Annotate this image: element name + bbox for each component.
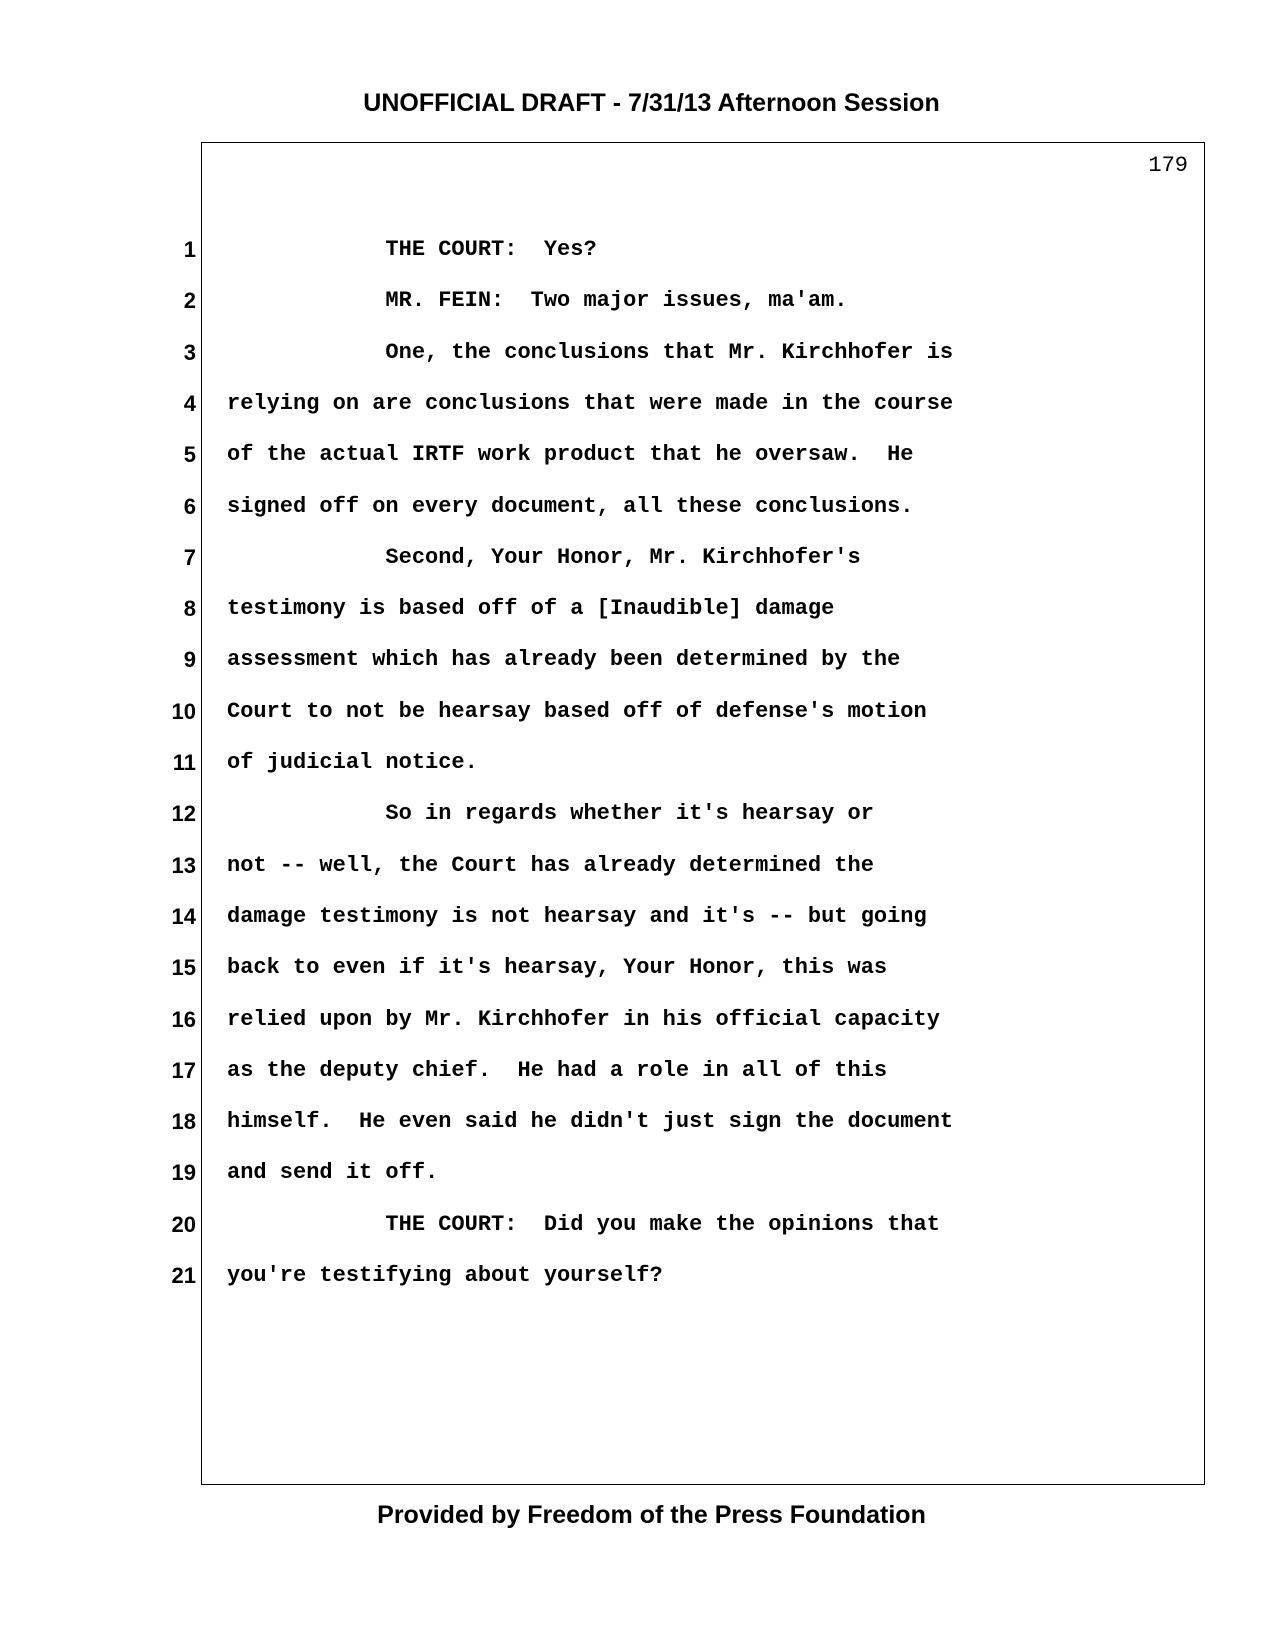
- line-text: damage testimony is not hearsay and it's -- but going: [227, 903, 927, 929]
- line-number: 19: [171, 1160, 196, 1186]
- line-text: of judicial notice.: [227, 750, 478, 775]
- line-text: relied upon by Mr. Kirchhofer in his official capacity: [227, 1006, 940, 1032]
- line-number: 7: [183, 544, 196, 570]
- line-number: 9: [183, 647, 196, 673]
- line-number: 8: [183, 596, 196, 622]
- line-number: 4: [183, 390, 196, 416]
- line-text: as the deputy chief. He had a role in all of this: [227, 1057, 888, 1083]
- line-number: 10: [171, 698, 196, 724]
- document-footer: Provided by Freedom of the Press Foundation: [377, 1501, 926, 1529]
- line-number: 16: [171, 1006, 196, 1032]
- line-number: 20: [171, 1211, 196, 1237]
- line-text: THE COURT: Did you make the opinions that: [227, 1211, 940, 1237]
- line-text: not -- well, the Court has already determined the: [227, 852, 874, 878]
- line-text: testimony is based off of a [Inaudible] damage: [227, 596, 835, 622]
- line-text: One, the conclusions that Mr. Kirchhofer is: [227, 339, 954, 365]
- line-number: 6: [183, 493, 196, 519]
- line-text: THE COURT: Yes?: [227, 237, 597, 262]
- line-number: 15: [171, 955, 196, 981]
- page-number: 179: [1148, 153, 1188, 178]
- line-text: back to even if it's hearsay, Your Honor, this was: [227, 955, 888, 981]
- line-number: 3: [183, 339, 196, 365]
- line-text: himself. He even said he didn't just sign the document: [227, 1109, 954, 1135]
- line-text: Court to not be hearsay based off of defense's motion: [227, 698, 927, 724]
- line-text: assessment which has already been determined by the: [227, 647, 901, 673]
- line-text: So in regards whether it's hearsay or: [227, 801, 874, 827]
- line-number: 11: [172, 750, 196, 775]
- line-number: 1: [183, 237, 196, 262]
- line-number: 18: [171, 1109, 196, 1135]
- line-number: 14: [171, 903, 196, 929]
- line-number: 17: [171, 1057, 196, 1083]
- line-text: and send it off.: [227, 1160, 439, 1186]
- line-text: relying on are conclusions that were made in the course: [227, 390, 954, 416]
- line-number: 5: [183, 442, 196, 468]
- line-text: MR. FEIN: Two major issues, ma'am.: [227, 288, 848, 314]
- line-text: Second, Your Honor, Mr. Kirchhofer's: [227, 544, 861, 570]
- line-text: you're testifying about yourself?: [227, 1263, 663, 1288]
- line-text: of the actual IRTF work product that he oversaw. He: [227, 442, 914, 468]
- document-header: UNOFFICIAL DRAFT - 7/31/13 Afternoon Session: [363, 89, 940, 117]
- line-text: signed off on every document, all these conclusions.: [227, 493, 914, 519]
- line-number: 12: [171, 801, 196, 827]
- line-number: 13: [171, 852, 196, 878]
- line-number: 21: [171, 1263, 196, 1288]
- line-number: 2: [183, 288, 196, 314]
